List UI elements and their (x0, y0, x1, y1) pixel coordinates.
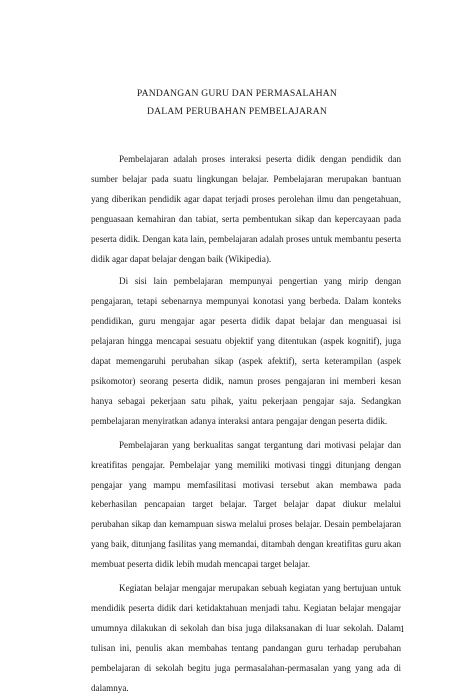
document-body (91, 150, 401, 698)
document-title-line-1: PANDANGAN GURU DAN PERMASALAHAN (136, 88, 338, 99)
paragraph-2: Di sisi lain pembelajaran mempunyai pengertian yang mirip dengan pengajaran, tetapi sebenarnya mempunyai konotasi yang berbeda. Dalam konteks pendidikan, guru mengajar agar peserta didik dapat belajar dan menguasai isi pelajaran hingga mencapai sesuatu objektif yang ditentukan (aspek kognitif), juga dapat memengaruhi perubahan sikap (aspek afektif), serta keterampilan (aspek psikomotor) seorang peserta didik, namun proses pengajaran ini memberi kesan hanya sebagai pekerjaan satu pihak, yaitu pekerjaan pengajar saja. Sedangkan pembelajaran menyiratkan adanya interaksi antara pengajar dengan peserta didik. (91, 276, 401, 426)
paragraph-4: Kegiatan belajar mengajar merupakan sebuah kegiatan yang bertujuan untuk mendidik peserta didik dari ketidaktahuan menjadi tahu. Kegiatan belajar mengajar umumnya dilakukan di sekolah dan bisa juga dilaksanakan di luar sekolah. Dalam tulisan ini, penulis akan membahas tentang pandangan guru terhadap perubahan pembelajaran di sekolah begitu juga permasalahan-permasalan yang yang ada di dalamnya. (91, 583, 401, 693)
paragraph-3: Pembelajaran yang berkualitas sangat tergantung dari motivasi pelajar dan kreatifitas pengajar. Pembelajar yang memiliki motivasi tinggi ditunjang dengan pengajar yang mampu memfasilitasi motivasi tersebut akan membawa pada keberhasilan pencapaian target belajar. Target belajar dapat diukur melalui perubahan sikap dan kemampuan siswa melalui proses belajar. Desain pembelajaran yang baik, ditunjang fasilitas yang memandai, ditambah dengan kreatifitas guru akan membuat peserta didik lebih mudah mencapai target belajar. (91, 439, 401, 570)
document-title-line-2: DALAM PERUBAHAN PEMBELAJARAN (147, 106, 327, 117)
paragraph-1: Pembelajaran adalah proses interaksi peserta didik dengan pendidik dan sumber belajar pada suatu lingkungan belajar. Pembelajaran merupakan bantuan yang diberikan pendidik agar dapat terjadi proses perolehan ilmu dan pengetahuan, penguasaan kemahiran dan tabiat, serta pembentukan sikap dan kepercayaan pada peserta didik. Dengan kata lain, pembelajaran adalah proses untuk membantu peserta didik agar dapat belajar dengan baik (Wikipedia). (91, 154, 401, 264)
page-number: 1 (400, 624, 405, 634)
